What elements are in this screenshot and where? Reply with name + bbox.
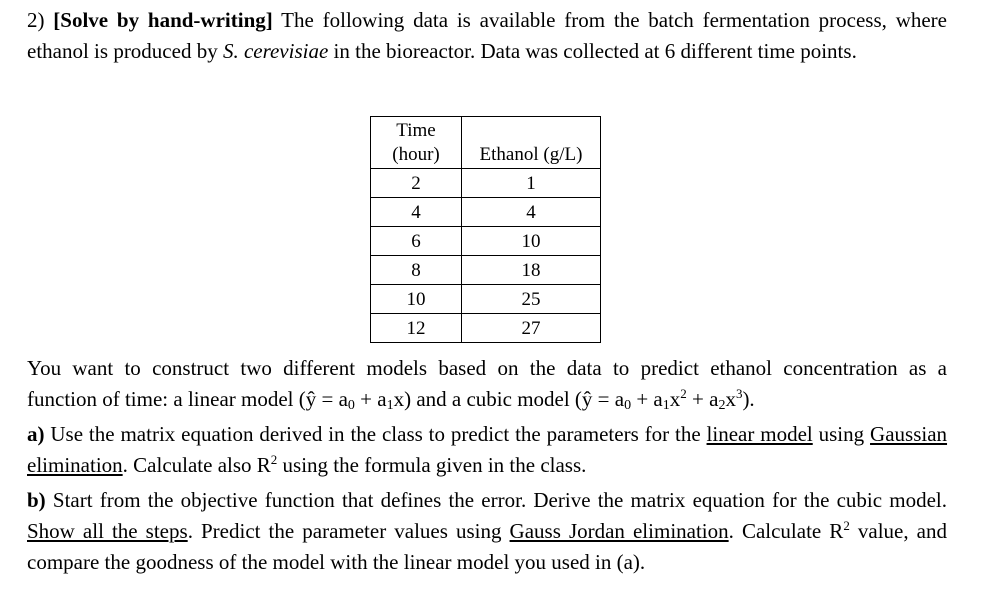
time-cell: 8 xyxy=(371,256,462,285)
table-row xyxy=(371,227,601,256)
models-description xyxy=(27,353,947,415)
table-row xyxy=(371,256,601,285)
ethanol-cell: 10 xyxy=(462,227,601,256)
intro-text-2: in the bioreactor. Data was collected at 6 different time points. xyxy=(333,39,857,63)
part-a-label: a) xyxy=(27,422,45,446)
gauss-jordan-term: Gauss Jordan elimination xyxy=(509,519,729,543)
table-row xyxy=(371,169,601,198)
time-cell: 2 xyxy=(371,169,462,198)
question-intro xyxy=(27,5,947,67)
fermentation-data-table xyxy=(370,116,601,343)
ethanol-cell: 4 xyxy=(462,198,601,227)
show-steps-term: Show all the steps xyxy=(27,519,188,543)
gaussian-elimination-term: Gaussian elimination xyxy=(27,422,948,477)
question-tag: [Solve by hand-writing] xyxy=(53,8,273,32)
time-cell: 4 xyxy=(371,198,462,227)
intro-text-1: The following data is available from the batch fermentation process, where ethanol is produced by xyxy=(27,8,947,63)
question-number: 2) xyxy=(27,8,45,32)
part-b: b) Start from the objective function that defines the error. Derive the matrix equation for the cubic model. Show all the steps. Predict the parameter values using Gauss Jordan elimination. Calculate $R^2$ value, and compare the goodness of the model with the linear model you used in (a). xyxy=(27,488,948,574)
models-line-1: You want to construct two different models based on the data to predict ethanol concentration as a xyxy=(27,356,947,380)
models-line-2: function of time: a linear model (ŷ = $a_0 + a_1x$) and a cubic model (ŷ = $a_0 + a_1x^2 + a_2x^3$). xyxy=(27,386,755,413)
ethanol-cell: 1 xyxy=(462,169,601,198)
time-header-line2: (hour) xyxy=(392,143,440,165)
time-cell: 12 xyxy=(371,314,462,343)
table-row xyxy=(371,314,601,343)
organism-name: S. cerevisiae xyxy=(222,39,329,63)
table-row xyxy=(371,198,601,227)
table-header-row xyxy=(371,117,601,169)
ethanol-cell: 25 xyxy=(462,285,601,314)
ethanol-cell: 18 xyxy=(462,256,601,285)
linear-model-term: linear model xyxy=(706,422,813,446)
part-a: a) Use the matrix equation derived in the class to predict the parameters for the linear model using Gaussian elimination. Calculate also $R^2$ using the formula given in the class. xyxy=(27,422,948,477)
time-cell: 6 xyxy=(371,227,462,256)
time-cell: 10 xyxy=(371,285,462,314)
part-b-label: b) xyxy=(27,488,46,512)
ethanol-cell: 27 xyxy=(462,314,601,343)
time-column-header xyxy=(371,117,462,169)
table-row xyxy=(371,285,601,314)
ethanol-column-header: Ethanol (g/L) xyxy=(462,117,601,169)
time-header-line1: Time xyxy=(396,119,436,141)
